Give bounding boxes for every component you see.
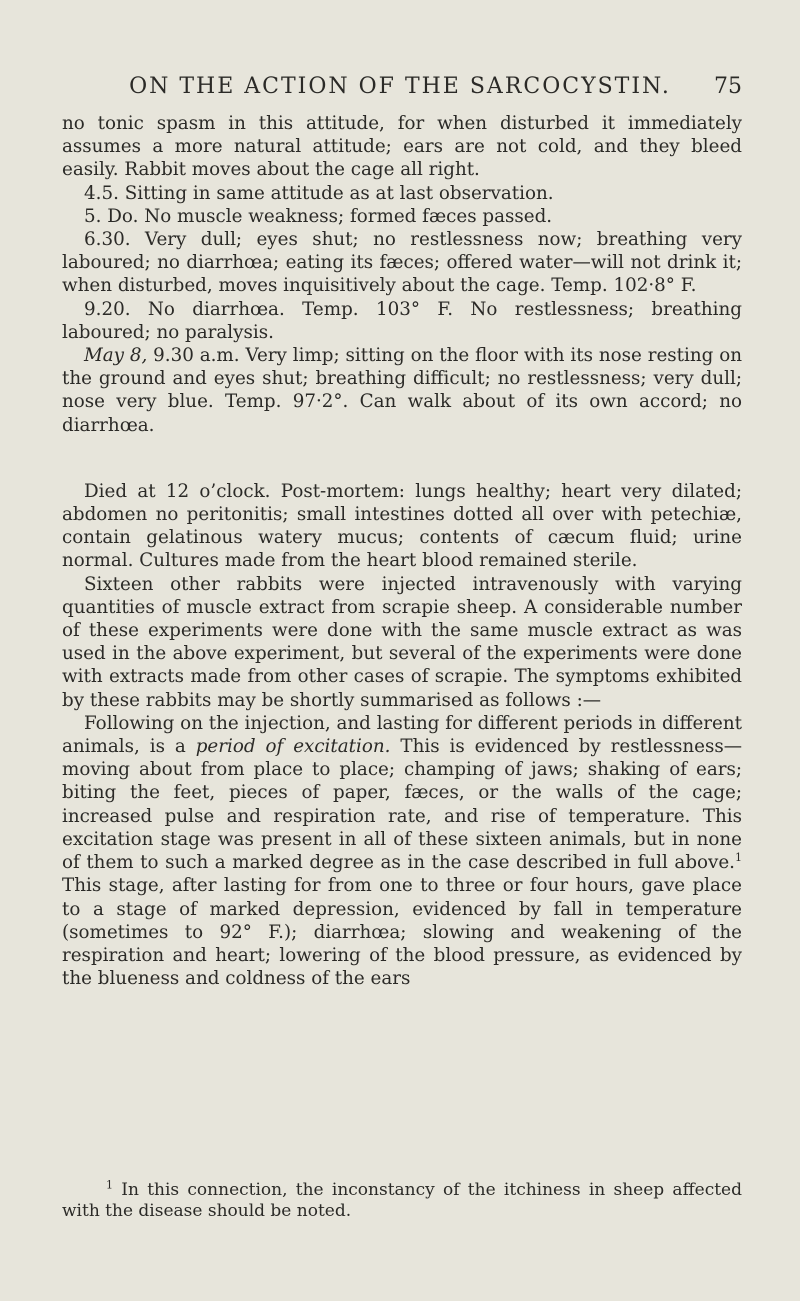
post-mortem-paragraph: Died at 12 o’clock. Post-mortem: lungs healthy; heart very dilated; abdomen no peritonitis; small intestines dotted all over with petechiæ, contain gelatinous watery mucus; contents of cæcum fluid; urine normal. Cultures made from the heart blood remained sterile. (62, 480, 742, 572)
footnote-paragraph (62, 1180, 742, 1222)
observation-4-5: 4.5. Sitting in same attitude as at last observation. (84, 182, 554, 204)
footnote-text: In this connection, the inconstancy of the itchiness in sheep affected with the disease should be noted. (62, 1180, 742, 1221)
excitation-text-b: This is evidenced by restlessness—moving about from place to place; champing of jaws; shaking of ears; biting the feet, pieces of paper, fæces, or the walls of the cage; increased pulse and respiration rate, and rise of temperature. This excitation stage was present in all of these sixteen animals, but in none of them to such a marked degree as in the case described in full above. (62, 736, 742, 874)
sixteen-rabbits-paragraph: Sixteen other rabbits were injected intravenously with varying quantities of muscle extract from scrapie sheep. A considerable number of these experiments were done with the same muscle extract as was used in the above experiment, but several of the experiments were done with extracts made from other cases of scrapie. The symptoms exhibited by these rabbits may be shortly summarised as follows :— (62, 573, 742, 711)
excitation-emphasis: period of excitation. (195, 736, 391, 758)
excitation-text-c: This stage, after lasting for from one to three or four hours, gave place to a stage of marked depression, evidenced by fall in temperature (sometimes to 92° F.); diarrhœa; slowing and weakening of the respiration and heart; lowering of the blood pressure, as evidenced by the blueness and coldness of the ears (62, 875, 742, 990)
paragraph-continuation: no tonic spasm in this attitude, for when disturbed it immediately assumes a more natural attitude; ears are not cold, and they bleed easily. Rabbit moves about the cage all right. (62, 113, 742, 181)
footnote-marker: 1 (106, 1178, 113, 1192)
observation-9-20: 9.20. No diarrhœa. Temp. 103° F. No restlessness; breathing laboured; no paralysis. (62, 298, 742, 343)
page-number: 75 (714, 74, 742, 99)
date-label: May 8, (84, 345, 148, 367)
section-gap (62, 437, 742, 480)
observation-may-8-text: 9.30 a.m. Very limp; sitting on the floor with its nose resting on the ground and eyes shut; breathing difficult; no restlessness; very dull; nose very blue. Temp. 97·2°. Can walk about of its own accord; no diarrhœa. (62, 345, 742, 436)
excitation-paragraph (62, 712, 742, 990)
excitation-text-a: Following on the injection, and lasting for different periods in different animals, is a (62, 712, 742, 758)
observation-6-30: 6.30. Very dull; eyes shut; no restlessness now; breathing very laboured; no diarrhœa; eating its fæces; offered water—will not drink it; when disturbed, moves inquisitively about the cage. Temp. 102·8° F. (62, 229, 742, 297)
observation-5: 5. Do. No muscle weakness; formed fæces passed. (84, 205, 553, 227)
footnote (62, 1180, 742, 1222)
page-header (0, 74, 800, 104)
observation-may-8 (62, 344, 742, 437)
running-title: ON THE ACTION OF THE SARCOCYSTIN. (129, 74, 671, 99)
footnote-reference: 1 (735, 851, 742, 864)
body-text (62, 112, 742, 990)
